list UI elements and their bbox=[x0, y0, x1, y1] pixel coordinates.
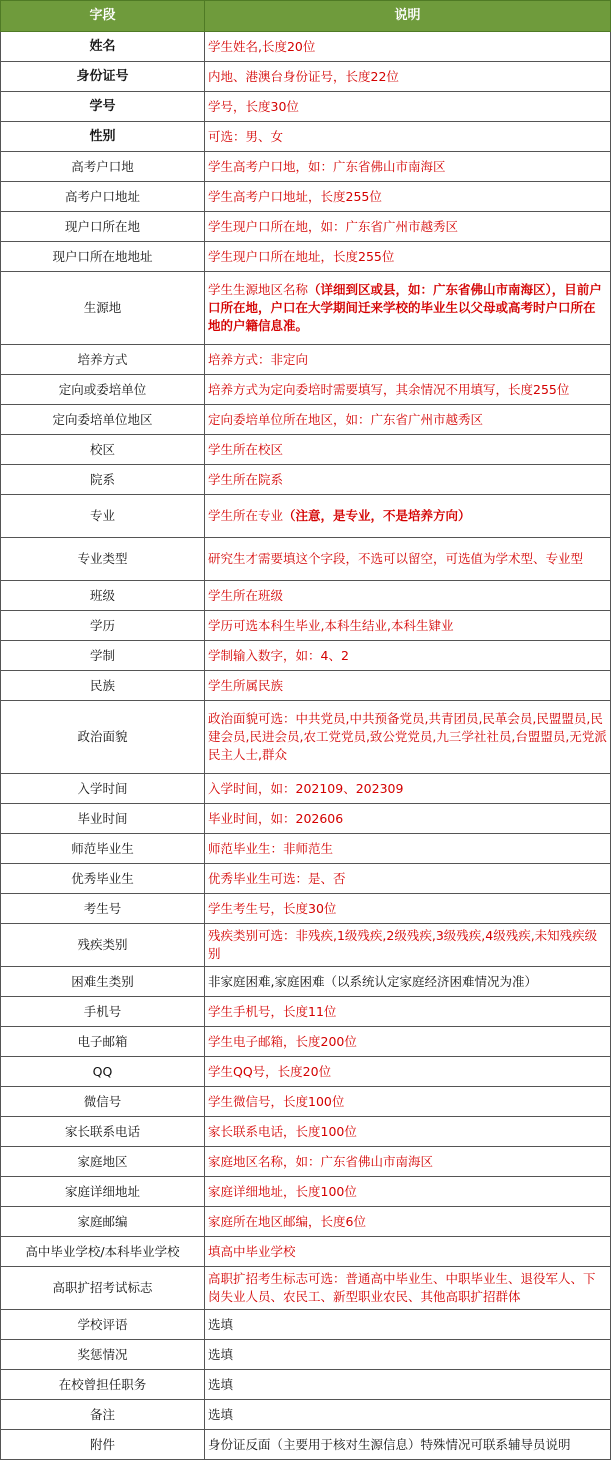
field-description bbox=[205, 272, 611, 345]
field-description: 可选：男、女 bbox=[205, 122, 611, 152]
description-text: 学生所在专业 bbox=[208, 508, 284, 523]
table-row bbox=[1, 1310, 611, 1340]
table-row bbox=[1, 152, 611, 182]
table-row bbox=[1, 834, 611, 864]
field-name: 班级 bbox=[1, 581, 205, 611]
field-description: 学生现户口所在地，如：广东省广州市越秀区 bbox=[205, 212, 611, 242]
field-name: 培养方式 bbox=[1, 345, 205, 375]
table-row bbox=[1, 1370, 611, 1400]
table-row bbox=[1, 1267, 611, 1310]
field-description: 家庭详细地址，长度100位 bbox=[205, 1177, 611, 1207]
table-row bbox=[1, 1400, 611, 1430]
table-row bbox=[1, 774, 611, 804]
field-name: 奖惩情况 bbox=[1, 1340, 205, 1370]
field-description: 身份证反面（主要用于核对生源信息）特殊情况可联系辅导员说明 bbox=[205, 1430, 611, 1460]
field-description: 培养方式为定向委培时需要填写，其余情况不用填写，长度255位 bbox=[205, 375, 611, 405]
field-description: 毕业时间，如：202606 bbox=[205, 804, 611, 834]
field-name: 残疾类别 bbox=[1, 924, 205, 967]
table-row bbox=[1, 182, 611, 212]
field-name: 家庭地区 bbox=[1, 1147, 205, 1177]
field-description: 残疾类别可选：非残疾,1级残疾,2级残疾,3级残疾,4级残疾,未知残疾级别 bbox=[205, 924, 611, 967]
table-row bbox=[1, 1177, 611, 1207]
field-description: 家庭所在地区邮编，长度6位 bbox=[205, 1207, 611, 1237]
field-description: 学生现户口所在地址，长度255位 bbox=[205, 242, 611, 272]
table-row bbox=[1, 1087, 611, 1117]
field-name: 高职扩招考试标志 bbox=[1, 1267, 205, 1310]
field-name: 姓名 bbox=[1, 32, 205, 62]
table-row bbox=[1, 804, 611, 834]
table-row bbox=[1, 1147, 611, 1177]
table-row bbox=[1, 538, 611, 581]
table-row bbox=[1, 435, 611, 465]
field-name: 电子邮箱 bbox=[1, 1027, 205, 1057]
field-name: 定向或委培单位 bbox=[1, 375, 205, 405]
table-row bbox=[1, 272, 611, 345]
field-description: 内地、港澳台身份证号，长度22位 bbox=[205, 62, 611, 92]
field-description: 学生QQ号，长度20位 bbox=[205, 1057, 611, 1087]
field-name: 学校评语 bbox=[1, 1310, 205, 1340]
header-field: 字段 bbox=[1, 1, 205, 32]
field-description: 学生姓名,长度20位 bbox=[205, 32, 611, 62]
field-description: 入学时间，如：202109、202309 bbox=[205, 774, 611, 804]
field-description: 选填 bbox=[205, 1370, 611, 1400]
field-description: 家庭地区名称，如：广东省佛山市南海区 bbox=[205, 1147, 611, 1177]
field-description: 研究生才需要填这个字段，不选可以留空，可选值为学术型、专业型 bbox=[205, 538, 611, 581]
field-name: 现户口所在地 bbox=[1, 212, 205, 242]
table-row bbox=[1, 345, 611, 375]
field-description: 家长联系电话，长度100位 bbox=[205, 1117, 611, 1147]
table-row bbox=[1, 495, 611, 538]
table-row bbox=[1, 1027, 611, 1057]
field-description: 定向委培单位所在地区，如：广东省广州市越秀区 bbox=[205, 405, 611, 435]
table-row bbox=[1, 1340, 611, 1370]
table-row bbox=[1, 1430, 611, 1460]
field-name: 微信号 bbox=[1, 1087, 205, 1117]
field-description: 优秀毕业生可选：是、否 bbox=[205, 864, 611, 894]
field-description: 学制输入数字，如：4、2 bbox=[205, 641, 611, 671]
field-name: 家长联系电话 bbox=[1, 1117, 205, 1147]
field-description: 高职扩招考生标志可选：普通高中毕业生、中职毕业生、退役军人、下岗失业人员、农民工、新型职业农民、其他高职扩招群体 bbox=[205, 1267, 611, 1310]
field-description: 选填 bbox=[205, 1310, 611, 1340]
field-name: 高考户口地址 bbox=[1, 182, 205, 212]
header-description: 说明 bbox=[205, 1, 611, 32]
field-name: 院系 bbox=[1, 465, 205, 495]
field-name: 高中毕业学校/本科毕业学校 bbox=[1, 1237, 205, 1267]
field-description: 学生手机号，长度11位 bbox=[205, 997, 611, 1027]
table-row bbox=[1, 465, 611, 495]
field-name: 专业类型 bbox=[1, 538, 205, 581]
description-emphasis: （详细到区或县，如：广东省佛山市南海区），目前户口所在地，户口在大学期间迁来学校的毕业生以父母或高考时户口所在地的户籍信息准。 bbox=[208, 282, 602, 333]
table-row bbox=[1, 924, 611, 967]
field-name: 定向委培单位地区 bbox=[1, 405, 205, 435]
table-row bbox=[1, 405, 611, 435]
field-name: 家庭邮编 bbox=[1, 1207, 205, 1237]
field-description: 学号，长度30位 bbox=[205, 92, 611, 122]
field-name: 学历 bbox=[1, 611, 205, 641]
field-name: 学制 bbox=[1, 641, 205, 671]
table-row bbox=[1, 1117, 611, 1147]
field-name: 学号 bbox=[1, 92, 205, 122]
field-description: 非家庭困难,家庭困难（以系统认定家庭经济困难情况为准） bbox=[205, 967, 611, 997]
table-row bbox=[1, 62, 611, 92]
table-header-row bbox=[1, 1, 611, 32]
field-description: 选填 bbox=[205, 1400, 611, 1430]
field-description: 学生所在校区 bbox=[205, 435, 611, 465]
field-name: 手机号 bbox=[1, 997, 205, 1027]
table-row bbox=[1, 122, 611, 152]
field-name: 性别 bbox=[1, 122, 205, 152]
field-name: 困难生类别 bbox=[1, 967, 205, 997]
table-row bbox=[1, 92, 611, 122]
table-row bbox=[1, 581, 611, 611]
table-row bbox=[1, 212, 611, 242]
field-name: 政治面貌 bbox=[1, 701, 205, 774]
field-name: 生源地 bbox=[1, 272, 205, 345]
field-name: 家庭详细地址 bbox=[1, 1177, 205, 1207]
field-name: 附件 bbox=[1, 1430, 205, 1460]
field-name: 考生号 bbox=[1, 894, 205, 924]
field-description: 学生所在班级 bbox=[205, 581, 611, 611]
field-description: 学生高考户口地址，长度255位 bbox=[205, 182, 611, 212]
table-row bbox=[1, 894, 611, 924]
field-description: 学历可选本科生毕业,本科生结业,本科生肄业 bbox=[205, 611, 611, 641]
table-row bbox=[1, 32, 611, 62]
field-name: 校区 bbox=[1, 435, 205, 465]
description-text: 学生生源地区名称 bbox=[208, 282, 309, 297]
table-row bbox=[1, 1237, 611, 1267]
field-name: 现户口所在地地址 bbox=[1, 242, 205, 272]
field-description: 学生微信号，长度100位 bbox=[205, 1087, 611, 1117]
field-name: 优秀毕业生 bbox=[1, 864, 205, 894]
field-description: 学生考生号，长度30位 bbox=[205, 894, 611, 924]
table-row bbox=[1, 375, 611, 405]
table-row bbox=[1, 997, 611, 1027]
table-row bbox=[1, 611, 611, 641]
table-row bbox=[1, 1057, 611, 1087]
field-name: 入学时间 bbox=[1, 774, 205, 804]
field-name: 专业 bbox=[1, 495, 205, 538]
field-name: 师范毕业生 bbox=[1, 834, 205, 864]
field-name: 民族 bbox=[1, 671, 205, 701]
field-description: 培养方式：非定向 bbox=[205, 345, 611, 375]
field-description bbox=[205, 495, 611, 538]
table-row bbox=[1, 967, 611, 997]
field-description: 学生电子邮箱，长度200位 bbox=[205, 1027, 611, 1057]
field-description: 政治面貌可选：中共党员,中共预备党员,共青团员,民革会员,民盟盟员,民建会员,民进会员,农工党党员,致公党党员,九三学社社员,台盟盟员,无党派民主人士,群众 bbox=[205, 701, 611, 774]
field-description: 学生所在院系 bbox=[205, 465, 611, 495]
field-description: 师范毕业生：非师范生 bbox=[205, 834, 611, 864]
field-description: 学生所属民族 bbox=[205, 671, 611, 701]
field-name: 身份证号 bbox=[1, 62, 205, 92]
table-row bbox=[1, 864, 611, 894]
field-name: QQ bbox=[1, 1057, 205, 1087]
field-name: 高考户口地 bbox=[1, 152, 205, 182]
field-description: 选填 bbox=[205, 1340, 611, 1370]
table-row bbox=[1, 671, 611, 701]
field-name: 在校曾担任职务 bbox=[1, 1370, 205, 1400]
field-description: 填高中毕业学校 bbox=[205, 1237, 611, 1267]
table-row bbox=[1, 701, 611, 774]
field-description: 学生高考户口地，如：广东省佛山市南海区 bbox=[205, 152, 611, 182]
description-emphasis: （注意，是专业，不是培养方向） bbox=[283, 508, 471, 523]
field-name: 备注 bbox=[1, 1400, 205, 1430]
table-row bbox=[1, 641, 611, 671]
table-row bbox=[1, 242, 611, 272]
table-row bbox=[1, 1207, 611, 1237]
field-name: 毕业时间 bbox=[1, 804, 205, 834]
